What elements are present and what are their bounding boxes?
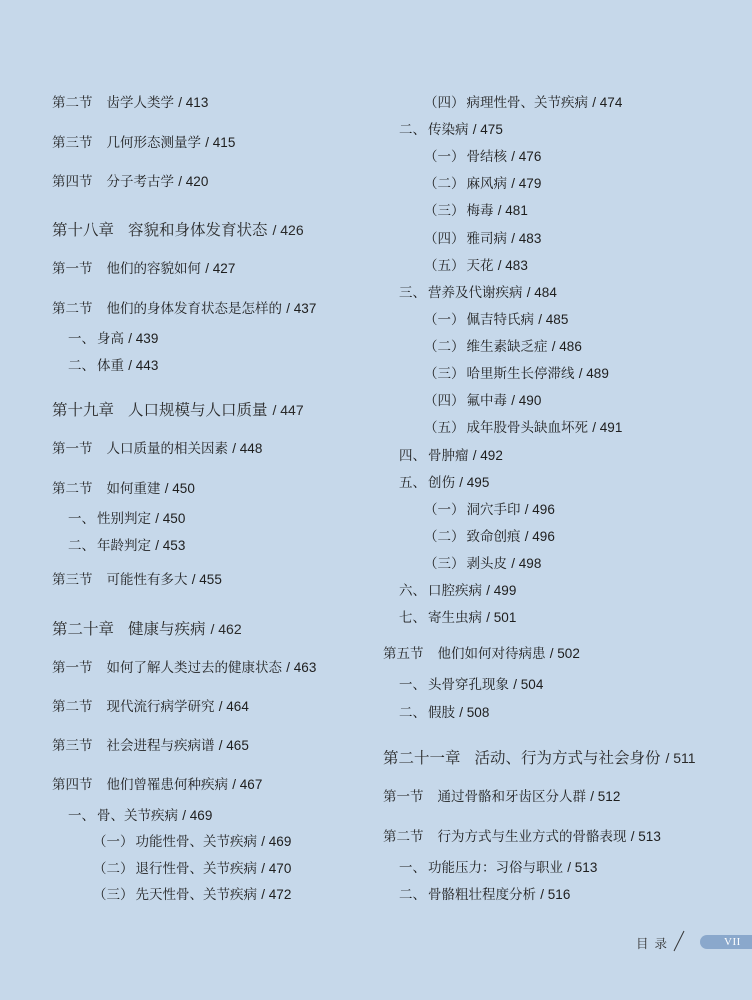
toc-entry-page: / 492: [472, 448, 503, 463]
toc-entry-subsub: [424, 557, 541, 572]
toc-entry-title: 剥头皮: [466, 556, 507, 572]
toc-entry-title: 功能压力：习俗与职业: [428, 860, 563, 876]
toc-entry-title: 营养及代谢疾病: [428, 285, 523, 301]
toc-entry-subsub: [93, 862, 291, 877]
toc-entry-sub: [399, 678, 543, 693]
toc-entry-title: 头骨穿孔现象: [428, 677, 509, 693]
toc-entry-label: 第十九章: [52, 401, 115, 419]
toc-entry-title: 通过骨骼和牙齿区分人群: [437, 789, 586, 805]
toc-entry-sub: [399, 706, 489, 721]
toc-entry-title: 骨、关节疾病: [97, 808, 178, 824]
toc-entry-number: （五）: [424, 258, 465, 274]
toc-entry-page: / 465: [218, 738, 249, 753]
toc-entry-subsub: [424, 232, 541, 247]
toc-entry-sub: [399, 888, 570, 903]
toc-entry-section: [52, 739, 249, 754]
toc-entry-title: 现代流行病学研究: [106, 699, 215, 715]
toc-entry-number: 三、: [399, 285, 426, 301]
toc-entry-page: / 420: [178, 174, 209, 189]
toc-entry-page: / 502: [549, 646, 580, 661]
toc-entry-section: [383, 830, 661, 845]
toc-entry-sub: [68, 539, 185, 554]
toc-entry-title: 齿学人类学: [106, 95, 174, 111]
toc-entry-number: 二、: [68, 358, 95, 374]
toc-entry-label: 第二节: [383, 829, 424, 845]
page-footer: [0, 926, 752, 956]
toc-entry-section: [52, 700, 249, 715]
toc-entry-chapter: [383, 751, 696, 767]
toc-entry-title: 他们曾罹患何种疾病: [106, 777, 228, 793]
toc-entry-title: 创伤: [428, 475, 455, 491]
toc-entry-title: 功能性骨、关节疾病: [135, 834, 257, 850]
toc-entry-page: / 504: [513, 677, 544, 692]
toc-entry-sub: [399, 584, 516, 599]
toc-entry-number: （二）: [424, 529, 465, 545]
toc-entry-page: / 467: [232, 777, 263, 792]
toc-entry-title: 退行性骨、关节疾病: [135, 861, 257, 877]
toc-entry-title: 致命创痕: [466, 529, 521, 545]
toc-entry-number: （一）: [424, 502, 465, 518]
toc-entry-title: 传染病: [428, 122, 469, 138]
toc-entry-title: 天花: [466, 258, 494, 274]
toc-entry-page: / 489: [578, 366, 609, 381]
toc-entry-number: 五、: [399, 475, 426, 491]
toc-entry-page: / 470: [261, 861, 292, 876]
toc-entry-page: / 496: [524, 502, 555, 517]
toc-entry-number: 二、: [399, 887, 426, 903]
toc-entry-number: （三）: [424, 556, 465, 572]
toc-entry-number: （三）: [424, 366, 465, 382]
toc-entry-number: （一）: [424, 312, 465, 328]
toc-entry-number: 一、: [399, 860, 426, 876]
toc-entry-subsub: [93, 888, 291, 903]
toc-entry-label: 第三节: [52, 135, 93, 151]
toc-entry-number: （二）: [424, 176, 465, 192]
toc-entry-title: 梅毒: [466, 203, 494, 219]
toc-entry-page: / 512: [590, 789, 621, 804]
toc-entry-page: / 447: [272, 402, 304, 418]
toc-entry-page: / 476: [511, 149, 542, 164]
toc-entry-subsub: [424, 421, 622, 436]
toc-entry-title: 寄生虫病: [428, 610, 482, 626]
toc-entry-subsub: [424, 96, 622, 111]
toc-entry-page: / 427: [205, 261, 236, 276]
toc-entry-subsub: [424, 204, 528, 219]
toc-entry-page: / 472: [261, 887, 292, 902]
toc-entry-page: / 448: [232, 441, 263, 456]
toc-entry-page: / 485: [538, 312, 569, 327]
toc-entry-number: （四）: [424, 95, 465, 111]
toc-entry-title: 如何重建: [106, 481, 161, 497]
toc-entry-title: 假肢: [428, 705, 455, 721]
toc-entry-number: （一）: [93, 834, 134, 850]
toc-entry-chapter: [52, 622, 242, 638]
toc-entry-section: [383, 790, 620, 805]
toc-entry-number: 二、: [399, 122, 426, 138]
toc-entry-page: / 450: [164, 481, 195, 496]
toc-entry-title: 活动、行为方式与社会身份: [474, 749, 661, 767]
toc-entry-title: 体重: [97, 358, 124, 374]
toc-entry-page: / 475: [472, 122, 503, 137]
toc-entry-subsub: [424, 150, 541, 165]
toc-entry-title: 骨肿瘤: [428, 448, 469, 464]
toc-entry-title: 人口规模与人口质量: [128, 401, 268, 419]
toc-entry-label: 第二十一章: [383, 749, 461, 767]
toc-entry-label: 第二节: [52, 95, 93, 111]
toc-entry-page: / 463: [286, 660, 317, 675]
toc-entry-title: 维生素缺乏症: [466, 339, 548, 355]
toc-entry-page: / 426: [272, 222, 304, 238]
toc-entry-section: [52, 302, 316, 317]
toc-entry-page: / 486: [551, 339, 582, 354]
toc-entry-number: （二）: [93, 861, 134, 877]
toc-entry-number: 一、: [68, 331, 95, 347]
toc-entry-page: / 501: [486, 610, 517, 625]
toc-entry-title: 洞穴手印: [466, 502, 521, 518]
toc-entry-chapter: [52, 223, 304, 239]
toc-entry-label: 第十八章: [52, 221, 115, 239]
toc-entry-number: 二、: [68, 538, 95, 554]
toc-entry-page: / 498: [511, 556, 542, 571]
toc-entry-sub: [399, 123, 503, 138]
toc-entry-title: 佩吉特氏病: [466, 312, 534, 328]
toc-entry-subsub: [424, 367, 609, 382]
toc-entry-title: 骨骼粗壮程度分析: [428, 887, 536, 903]
toc-entry-page: / 453: [155, 538, 186, 553]
toc-entry-page: / 508: [459, 705, 490, 720]
toc-entry-page: / 513: [567, 860, 598, 875]
toc-entry-chapter: [52, 403, 304, 419]
toc-entry-page: / 491: [592, 420, 623, 435]
toc-entry-title: 成年股骨头缺血坏死: [466, 420, 588, 436]
toc-entry-section: [383, 647, 580, 662]
toc-entry-number: （三）: [424, 203, 465, 219]
toc-entry-sub: [68, 809, 212, 824]
footer-label: 目录: [636, 936, 674, 951]
toc-entry-section: [52, 482, 195, 497]
toc-entry-page: / 443: [128, 358, 159, 373]
toc-entry-label: 第一节: [52, 261, 93, 277]
toc-entry-number: 四、: [399, 448, 426, 464]
toc-entry-page: / 499: [486, 583, 517, 598]
toc-entry-label: 第三节: [52, 738, 93, 754]
toc-entry-title: 他们的身体发育状态是怎样的: [106, 301, 282, 317]
toc-entry-title: 先天性骨、关节疾病: [135, 887, 257, 903]
toc-entry-number: 一、: [68, 808, 95, 824]
toc-entry-section: [52, 778, 262, 793]
toc-entry-sub: [68, 359, 158, 374]
toc-entry-page: / 413: [178, 95, 209, 110]
toc-entry-page: / 481: [497, 203, 528, 218]
toc-entry-subsub: [424, 503, 555, 518]
toc-entry-title: 人口质量的相关因素: [106, 441, 228, 457]
toc-entry-page: / 490: [511, 393, 542, 408]
toc-entry-sub: [68, 512, 185, 527]
toc-entry-section: [52, 96, 208, 111]
toc-entry-title: 身高: [97, 331, 124, 347]
toc-entry-title: 社会进程与疾病谱: [106, 738, 215, 754]
toc-entry-page: / 483: [497, 258, 528, 273]
toc-entry-page: / 464: [218, 699, 249, 714]
footer-page-number: VII: [724, 936, 741, 948]
toc-entry-title: 年龄判定: [97, 538, 151, 554]
toc-entry-sub: [399, 476, 489, 491]
toc-entry-title: 氟中毒: [466, 393, 507, 409]
toc-entry-title: 麻风病: [466, 176, 507, 192]
toc-entry-subsub: [93, 835, 291, 850]
toc-entry-subsub: [424, 313, 568, 328]
toc-entry-title: 他们如何对待病患: [437, 646, 546, 662]
toc-entry-page: / 469: [182, 808, 213, 823]
toc-entry-number: 一、: [68, 511, 95, 527]
toc-entry-sub: [68, 332, 158, 347]
toc-entry-page: / 469: [261, 834, 292, 849]
toc-entry-title: 健康与疾病: [128, 620, 206, 638]
toc-entry-title: 病理性骨、关节疾病: [466, 95, 588, 111]
toc-entry-subsub: [424, 177, 541, 192]
toc-entry-number: （四）: [424, 231, 465, 247]
toc-entry-number: （四）: [424, 393, 465, 409]
toc-entry-page: / 513: [630, 829, 661, 844]
toc-entry-page: / 496: [524, 529, 555, 544]
toc-entry-title: 如何了解人类过去的健康状态: [106, 660, 282, 676]
toc-entry-page: / 474: [592, 95, 623, 110]
toc-entry-sub: [399, 611, 516, 626]
toc-entry-number: （一）: [424, 149, 465, 165]
toc-entry-title: 性别判定: [97, 511, 151, 527]
toc-entry-subsub: [424, 259, 528, 274]
toc-entry-section: [52, 175, 208, 190]
toc-entry-page: / 495: [459, 475, 490, 490]
toc-entry-section: [52, 442, 262, 457]
toc-entry-title: 分子考古学: [106, 174, 174, 190]
toc-entry-sub: [399, 861, 597, 876]
toc-entry-section: [52, 262, 235, 277]
toc-entry-number: （二）: [424, 339, 465, 355]
toc-entry-sub: [399, 286, 557, 301]
toc-entry-label: 第二十章: [52, 620, 115, 638]
toc-entry-label: 第四节: [52, 174, 93, 190]
toc-entry-section: [52, 136, 235, 151]
toc-entry-title: 行为方式与生业方式的骨骼表现: [437, 829, 627, 845]
toc-entry-label: 第二节: [52, 481, 93, 497]
toc-entry-title: 哈里斯生长停滞线: [466, 366, 575, 382]
toc-entry-page: / 462: [210, 621, 242, 637]
toc-entry-title: 几何形态测量学: [106, 135, 201, 151]
toc-entry-page: / 437: [286, 301, 317, 316]
toc-entry-page: / 415: [205, 135, 236, 150]
toc-entry-page: / 450: [155, 511, 186, 526]
toc-entry-number: 六、: [399, 583, 426, 599]
toc-entry-number: （三）: [93, 887, 134, 903]
toc-entry-label: 第一节: [52, 660, 93, 676]
toc-entry-page: / 483: [511, 231, 542, 246]
toc-entry-sub: [399, 449, 503, 464]
toc-entry-label: 第三节: [52, 572, 93, 588]
toc-entry-number: 二、: [399, 705, 426, 721]
toc-entry-title: 雅司病: [466, 231, 507, 247]
toc-entry-label: 第二节: [52, 301, 93, 317]
toc-entry-label: 第二节: [52, 699, 93, 715]
toc-entry-title: 容貌和身体发育状态: [128, 221, 268, 239]
toc-entry-label: 第四节: [52, 777, 93, 793]
toc-entry-label: 第一节: [383, 789, 424, 805]
toc-entry-section: [52, 661, 316, 676]
toc-entry-number: 七、: [399, 610, 426, 626]
toc-entry-page: / 479: [511, 176, 542, 191]
toc-entry-page: / 439: [128, 331, 159, 346]
toc-entry-title: 口腔疾病: [428, 583, 482, 599]
toc-entry-subsub: [424, 530, 555, 545]
toc-entry-number: （五）: [424, 420, 465, 436]
toc-entry-title: 他们的容貌如何: [106, 261, 201, 277]
toc-entry-subsub: [424, 394, 541, 409]
toc-entry-title: 骨结核: [466, 149, 507, 165]
toc-entry-label: 第五节: [383, 646, 424, 662]
toc-entry-page: / 511: [665, 750, 696, 766]
toc-entry-title: 可能性有多大: [106, 572, 188, 588]
toc-entry-number: 一、: [399, 677, 426, 693]
footer-slash-icon: [672, 930, 686, 952]
toc-entry-subsub: [424, 340, 582, 355]
toc-entry-page: / 455: [191, 572, 222, 587]
toc-entry-section: [52, 573, 222, 588]
toc-entry-label: 第一节: [52, 441, 93, 457]
toc-entry-page: / 516: [540, 887, 571, 902]
toc-entry-page: / 484: [526, 285, 557, 300]
